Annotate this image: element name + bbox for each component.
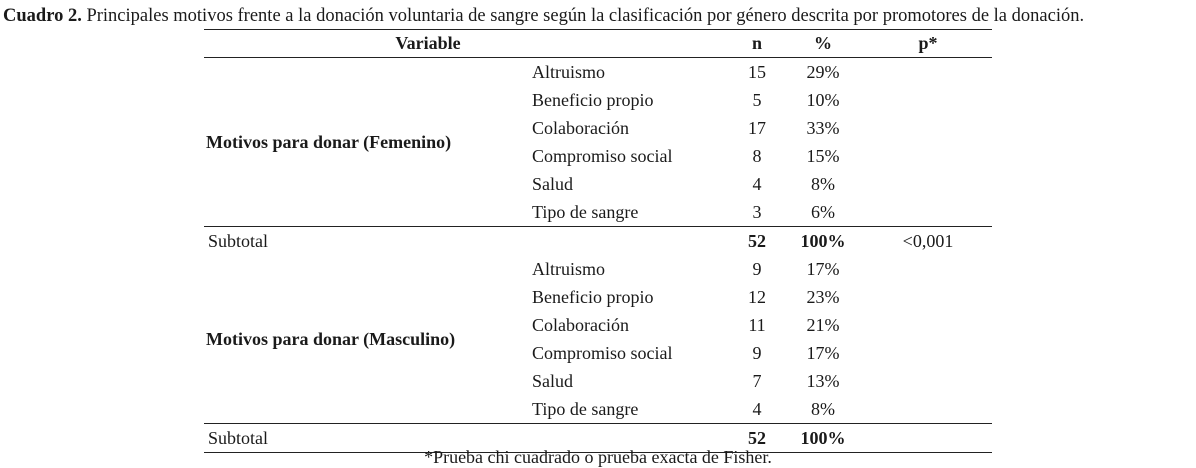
- pct-cell: 8%: [811, 399, 835, 419]
- n-cell: 15: [748, 62, 766, 82]
- table-row: [204, 58, 992, 87]
- motivo-cell: Altruismo: [532, 62, 606, 82]
- header-variable: Variable: [204, 30, 732, 58]
- pct-cell: 6%: [811, 202, 835, 222]
- subtotal-n: 52: [732, 424, 782, 453]
- subtotal-label: Subtotal: [204, 227, 732, 256]
- table-row: [204, 255, 992, 283]
- p-value: <0,001: [864, 227, 992, 256]
- n-cell: 7: [752, 371, 762, 391]
- pct-cell: 23%: [806, 287, 840, 307]
- subtotal-n: 52: [732, 227, 782, 256]
- group-label: Motivos para donar (Masculino): [206, 329, 456, 349]
- subtotal-label: Subtotal: [204, 424, 732, 453]
- n-cell: 8: [752, 146, 762, 166]
- p-cell-empty: [864, 367, 992, 395]
- header-row: [204, 30, 992, 58]
- p-cell-empty: [864, 311, 992, 339]
- n-cell: 12: [748, 287, 766, 307]
- motivo-cell: Tipo de sangre: [532, 202, 639, 222]
- p-cell-empty: [864, 283, 992, 311]
- n-cell: 4: [752, 399, 762, 419]
- n-cell: 17: [748, 118, 766, 138]
- n-cell: 3: [752, 202, 762, 222]
- p-cell-empty: [864, 255, 992, 283]
- motivo-cell: Compromiso social: [532, 343, 673, 363]
- n-cell: 9: [752, 343, 762, 363]
- n-cell: 11: [748, 315, 766, 335]
- n-cell: 9: [752, 259, 762, 279]
- caption-text: Principales motivos frente a la donación voluntaria de sangre según la clasificación por género descrita por promotores de la donación.: [81, 6, 1085, 26]
- p-cell-empty: [864, 142, 992, 170]
- motivo-cell: Colaboración: [532, 118, 629, 138]
- motivo-cell: Compromiso social: [532, 146, 673, 166]
- p-cell-empty: [864, 86, 992, 114]
- p-cell-empty: [864, 170, 992, 198]
- motivo-cell: Tipo de sangre: [532, 399, 639, 419]
- pct-cell: 17%: [806, 259, 840, 279]
- pct-cell: 29%: [806, 62, 840, 82]
- subtotal-pct: 100%: [782, 227, 864, 256]
- pct-cell: 33%: [806, 118, 840, 138]
- motivo-cell: Altruismo: [532, 259, 606, 279]
- motivo-cell: Salud: [532, 174, 574, 194]
- p-cell-empty: [864, 58, 992, 87]
- data-table: [204, 29, 992, 453]
- p-cell-empty: [864, 339, 992, 367]
- p-cell-empty: [864, 395, 992, 424]
- caption-label: Cuadro 2.: [3, 6, 82, 26]
- pct-cell: 15%: [806, 146, 840, 166]
- motivo-cell: Colaboración: [532, 315, 629, 335]
- table-footnote: *Prueba chi cuadrado o prueba exacta de Fisher.: [424, 447, 772, 467]
- subtotal-pct: 100%: [782, 424, 864, 453]
- pct-cell: 13%: [806, 371, 840, 391]
- table-caption: [3, 4, 1193, 28]
- motivo-cell: Beneficio propio: [532, 90, 654, 110]
- header-p: p*: [864, 30, 992, 58]
- motivo-cell: Salud: [532, 371, 574, 391]
- motivo-cell: Beneficio propio: [532, 287, 654, 307]
- table-body: [204, 58, 992, 453]
- p-cell-empty: [864, 198, 992, 227]
- pct-cell: 8%: [811, 174, 835, 194]
- header-n: n: [732, 30, 782, 58]
- group-label: Motivos para donar (Femenino): [206, 132, 452, 152]
- subtotal-row: [204, 227, 992, 256]
- pct-cell: 21%: [806, 315, 840, 335]
- p-cell-empty: [864, 114, 992, 142]
- n-cell: 5: [752, 90, 762, 110]
- pct-cell: 17%: [806, 343, 840, 363]
- n-cell: 4: [752, 174, 762, 194]
- pct-cell: 10%: [806, 90, 840, 110]
- header-pct: %: [782, 30, 864, 58]
